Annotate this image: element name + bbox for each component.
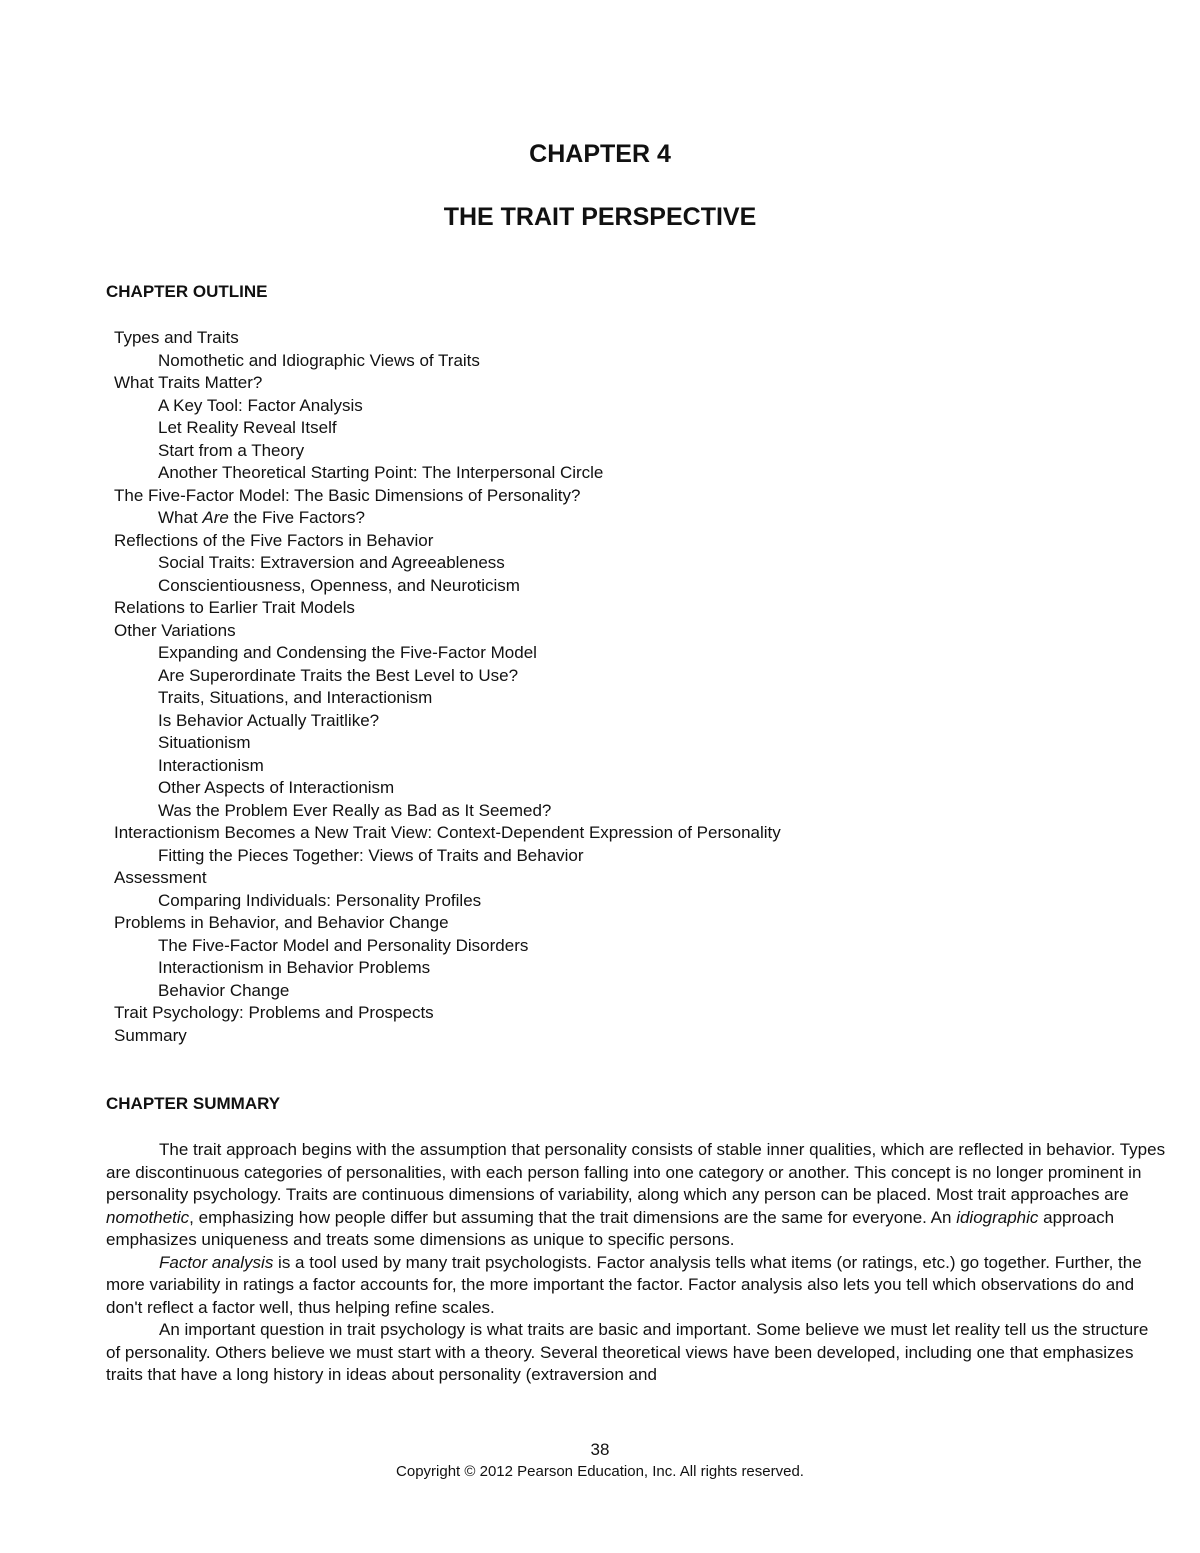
outline-item: Fitting the Pieces Together: Views of Traits and Behavior: [158, 845, 584, 865]
outline-item: Other Aspects of Interactionism: [158, 778, 395, 797]
outline-item: Social Traits: Extraversion and Agreeableness: [158, 553, 505, 572]
summary-text-run: An important question in trait psychology is what traits are basic and important. Some believe we must let reality tell us the structure of personality. Others believe we must start with a theory. Several theoretical views have been developed, including one that emphasizes traits that have a long history in ideas about personality (extraversion and: [106, 1320, 1149, 1384]
outline-item: Are Superordinate Traits the Best Level to Use?: [158, 665, 519, 685]
outline-item: Expanding and Condensing the Five-Factor Model: [158, 643, 537, 662]
outline-item: Comparing Individuals: Personality Profiles: [158, 890, 482, 910]
outline-item: Traits, Situations, and Interactionism: [158, 688, 433, 707]
outline-item: The Five-Factor Model and Personality Disorders: [158, 935, 529, 955]
page-number: 38: [590, 1440, 610, 1459]
summary-text-run: The trait approach begins with the assumption that personality consists of stable inner qualities, which are reflected in behavior. Types are discontinuous categories of personalities, with each person falling into one category or another. This concept is no longer prominent in personality psychology. Traits are continuous dimensions of variability, along which any person can be placed. Most trait approaches are: [106, 1140, 1166, 1204]
outline-item: Problems in Behavior, and Behavior Change: [114, 913, 449, 932]
emphasized-term: idiographic: [956, 1207, 1039, 1227]
outline-item: Start from a Theory: [158, 440, 305, 460]
outline-item: Is Behavior Actually Traitlike?: [158, 710, 380, 730]
outline-item: Assessment: [114, 868, 207, 887]
outline-item: Behavior Change: [158, 980, 290, 1000]
outline-item: Nomothetic and Idiographic Views of Traits: [158, 350, 480, 370]
outline-item: Other Variations: [114, 620, 236, 640]
summary-heading: CHAPTER SUMMARY: [106, 1094, 281, 1113]
outline-item: Trait Psychology: Problems and Prospects: [114, 1003, 434, 1022]
copyright-notice: Copyright © 2012 Pearson Education, Inc. All rights reserved.: [396, 1463, 804, 1480]
emphasized-term: Factor analysis: [159, 1252, 274, 1272]
outline-heading: CHAPTER OUTLINE: [106, 282, 268, 301]
outline-item: The Five-Factor Model: The Basic Dimensions of Personality?: [114, 485, 581, 505]
summary-text-run: , emphasizing how people differ but assuming that the trait dimensions are the same for everyone. An: [189, 1207, 957, 1227]
outline-item: Let Reality Reveal Itself: [158, 418, 337, 437]
summary-paragraph: [106, 1319, 1166, 1387]
outline-item: Another Theoretical Starting Point: The Interpersonal Circle: [158, 463, 604, 482]
chapter-outline-list: [114, 327, 781, 1047]
outline-item: What Traits Matter?: [114, 373, 263, 392]
summary-text-run: approach emphasizes uniqueness and treats some dimensions as unique to specific persons.: [106, 1207, 1115, 1249]
outline-item: What Are the Five Factors?: [158, 508, 365, 527]
outline-item: Interactionism: [158, 755, 264, 775]
chapter-number: CHAPTER 4: [529, 140, 671, 168]
emphasized-term: nomothetic: [106, 1207, 190, 1227]
outline-item: Situationism: [158, 733, 251, 752]
outline-item: Types and Traits: [114, 328, 239, 347]
outline-item: A Key Tool: Factor Analysis: [158, 395, 363, 415]
outline-item: Reflections of the Five Factors in Behavior: [114, 530, 434, 550]
outline-item: Was the Problem Ever Really as Bad as It Seemed?: [158, 800, 552, 820]
outline-item: Relations to Earlier Trait Models: [114, 598, 355, 617]
outline-item: Summary: [114, 1025, 187, 1045]
summary-paragraph: [106, 1139, 1166, 1252]
outline-item: Conscientiousness, Openness, and Neuroticism: [158, 575, 520, 595]
chapter-title: THE TRAIT PERSPECTIVE: [443, 203, 757, 231]
summary-text-run: is a tool used by many trait psychologists. Factor analysis tells what items (or ratings, etc.) go together. Further, the more variability in ratings a factor accounts for, the more important the factor. Factor analysis also lets you tell which observations do and don't reflect a factor well, thus helping refine scales.: [106, 1252, 1142, 1317]
chapter-summary-body: [106, 1139, 1166, 1387]
outline-item: Interactionism Becomes a New Trait View: Context-Dependent Expression of Personality: [114, 823, 781, 842]
summary-paragraph: [106, 1252, 1166, 1320]
outline-item: Interactionism in Behavior Problems: [158, 958, 431, 977]
